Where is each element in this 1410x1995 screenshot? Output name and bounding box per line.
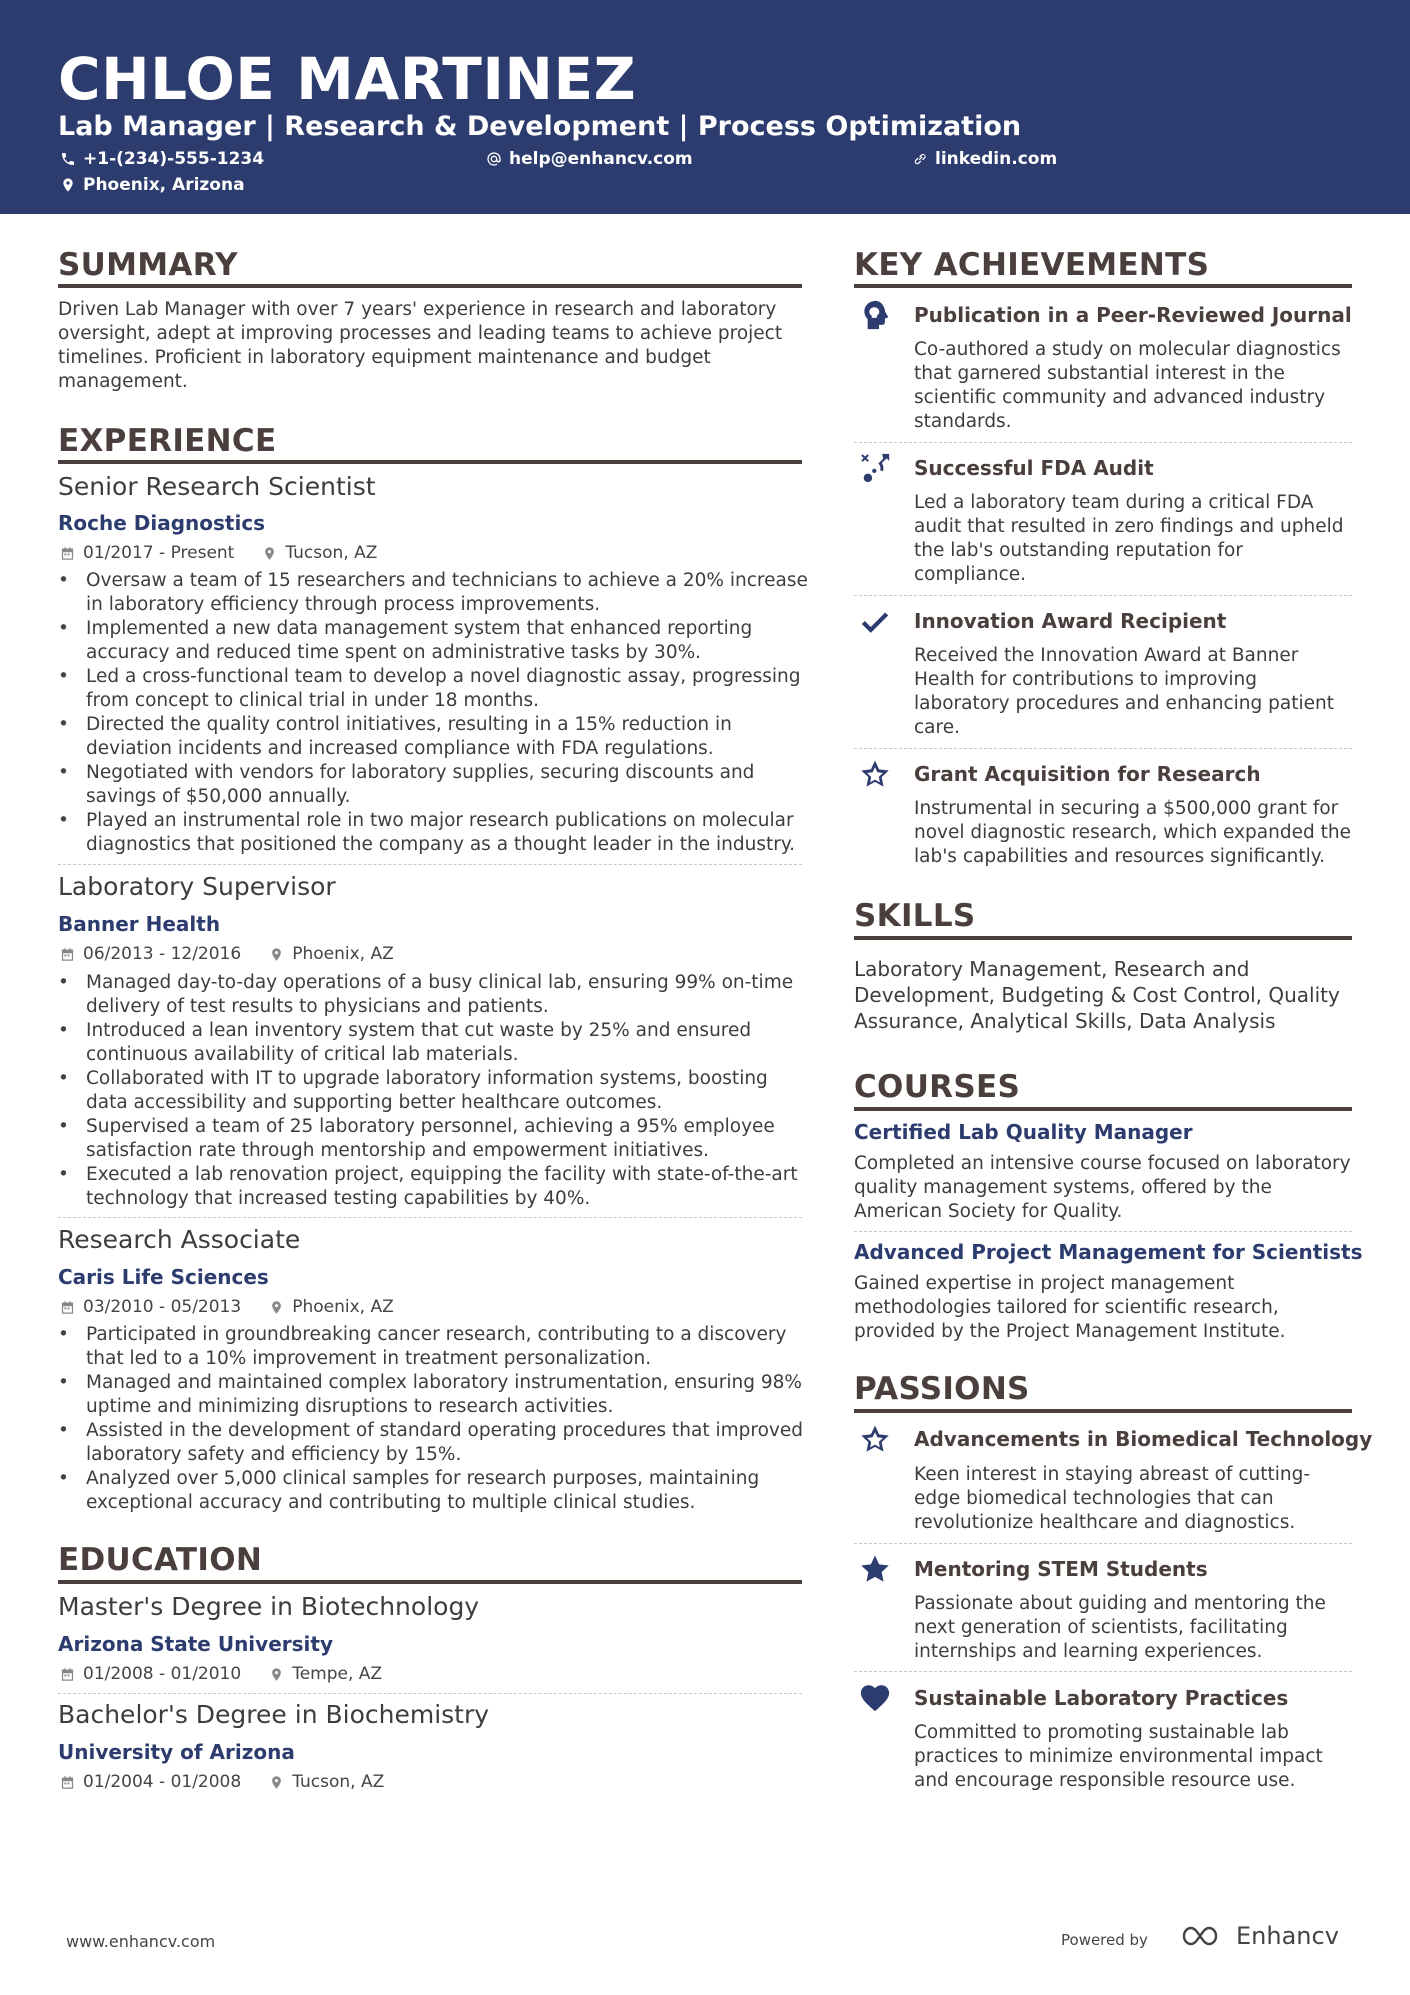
enhancv-logo-icon — [1180, 1923, 1228, 1949]
job-bullet: • Analyzed over 5,000 clinical samples for research purposes, maintaining exceptional accuracy and contributing to multiple clinical studies. — [58, 1467, 818, 1515]
job-title: Senior Research Scientist — [58, 472, 376, 501]
passion-divider — [854, 1671, 1352, 1672]
location-pin-icon — [269, 1775, 284, 1790]
passion-title: Sustainable Laboratory Practices — [914, 1686, 1289, 1710]
email-text[interactable]: help@enhancv.com — [509, 149, 693, 169]
experience-heading: EXPERIENCE — [58, 423, 277, 459]
experience-rule — [58, 460, 802, 464]
job-location: Phoenix, AZ — [292, 944, 394, 964]
job-title: Laboratory Supervisor — [58, 872, 336, 901]
education-dates: 01/2004 - 01/2008 — [83, 1772, 242, 1792]
linkedin-contact[interactable] — [912, 148, 1057, 170]
star-filled-icon — [858, 1552, 892, 1586]
course-text: Completed an intensive course focused on laboratory quality management systems, offered by the American Society for Quality. — [854, 1153, 1351, 1222]
achievement-title: Successful FDA Audit — [914, 456, 1154, 480]
location-pin-icon — [269, 1300, 284, 1315]
degree-title: Bachelor's Degree in Biochemistry — [58, 1700, 490, 1729]
job-bullet: • Collaborated with IT to upgrade laboratory information systems, boosting data accessibility and supporting better healthcare outcomes. — [58, 1067, 818, 1115]
location-contact — [60, 174, 245, 196]
education-divider — [58, 1693, 802, 1694]
school-name: Arizona State University — [58, 1632, 333, 1656]
strategy-icon — [858, 451, 892, 485]
location-pin-icon — [60, 177, 76, 193]
job-meta — [60, 943, 394, 965]
skills-list: Laboratory Management, Research and Development, Budgeting & Cost Control, Quality Assurance, Analytical Skills, Data Analysis — [854, 957, 1340, 1033]
achievement-text: Led a laboratory team during a critical FDA audit that resulted in zero findings and upheld the lab's outstanding reputation for compliance. — [914, 492, 1344, 585]
calendar-icon — [60, 546, 75, 561]
summary-rule — [58, 284, 802, 288]
calendar-icon — [60, 1775, 75, 1790]
achievement-title: Publication in a Peer-Reviewed Journal — [914, 303, 1352, 327]
job-title: Research Associate — [58, 1225, 301, 1254]
achievements-rule — [854, 284, 1352, 288]
job-company: Roche Diagnostics — [58, 511, 266, 535]
phone-text: +1-(234)-555-1234 — [83, 149, 265, 169]
course-title: Certified Lab Quality Manager — [854, 1120, 1193, 1144]
job-bullets — [58, 569, 818, 857]
job-bullet: • Negotiated with vendors for laboratory supplies, securing discounts and savings of $50,000 annually. — [58, 761, 818, 809]
job-company: Caris Life Sciences — [58, 1265, 269, 1289]
heart-icon — [858, 1681, 892, 1715]
star-outline-icon — [858, 1422, 892, 1456]
job-bullets — [58, 1323, 818, 1515]
passion-title: Advancements in Biomedical Technology — [914, 1427, 1373, 1451]
summary-line: oversight, adept at improving processes and leading teams to achieve project — [58, 323, 783, 344]
skills-rule — [854, 936, 1352, 940]
job-bullet: • Managed and maintained complex laboratory instrumentation, ensuring 98% uptime and minimizing disruptions to research activities. — [58, 1371, 818, 1419]
achievement-title: Innovation Award Recipient — [914, 609, 1227, 633]
education-dates: 01/2008 - 01/2010 — [83, 1664, 242, 1684]
education-heading: EDUCATION — [58, 1542, 263, 1578]
education-location: Tucson, AZ — [292, 1772, 385, 1792]
summary-line: management. — [58, 371, 188, 392]
job-meta — [60, 542, 377, 564]
course-title: Advanced Project Management for Scientists — [854, 1240, 1363, 1264]
link-icon — [912, 151, 928, 167]
summary-heading: SUMMARY — [58, 247, 238, 283]
summary-line: timelines. Proficient in laboratory equipment maintenance and budget — [58, 347, 711, 368]
phone-icon — [60, 151, 76, 167]
passion-title: Mentoring STEM Students — [914, 1557, 1208, 1581]
education-meta — [60, 1663, 382, 1685]
courses-heading: COURSES — [854, 1069, 1021, 1105]
job-bullet: • Led a cross-functional team to develop a novel diagnostic assay, progressing from concept to clinical trial in under 18 months. — [58, 665, 818, 713]
education-meta — [60, 1771, 384, 1793]
job-bullet: • Participated in groundbreaking cancer research, contributing to a discovery that led to a 10% improvement in treatment personalization. — [58, 1323, 818, 1371]
job-dates: 01/2017 - Present — [83, 543, 235, 563]
job-bullet: • Supervised a team of 25 laboratory personnel, achieving a 95% employee satisfaction rate through mentorship and empowerment initiatives. — [58, 1115, 818, 1163]
school-name: University of Arizona — [58, 1740, 295, 1764]
candidate-name: CHLOE MARTINEZ — [58, 45, 637, 113]
achievement-divider — [854, 595, 1352, 596]
passion-text: Keen interest in staying abreast of cutting- edge biomedical technologies that can revolutionize healthcare and diagnostics. — [914, 1464, 1311, 1533]
achievement-text: Co-authored a study on molecular diagnostics that garnered substantial interest in the scientific community and advanced industry standards. — [914, 339, 1341, 432]
education-location: Tempe, AZ — [292, 1664, 383, 1684]
summary-line: Driven Lab Manager with over 7 years' experience in research and laboratory — [58, 299, 777, 320]
job-company: Banner Health — [58, 912, 221, 936]
calendar-icon — [60, 1300, 75, 1315]
job-dates: 06/2013 - 12/2016 — [83, 944, 242, 964]
enhancv-logo-text: Enhancv — [1236, 1922, 1339, 1950]
achievement-divider — [854, 748, 1352, 749]
passion-text: Passionate about guiding and mentoring the next generation of scientists, facilitating internships and learning experiences. — [914, 1593, 1326, 1662]
location-pin-icon — [269, 1667, 284, 1682]
email-contact[interactable] — [486, 148, 693, 170]
job-bullet: • Managed day-to-day operations of a busy clinical lab, ensuring 99% on-time delivery of test results to physicians and patients. — [58, 971, 818, 1019]
job-bullet: • Played an instrumental role in two major research publications on molecular diagnostics that positioned the company as a thought leader in the industry. — [58, 809, 818, 857]
achievement-title: Grant Acquisition for Research — [914, 762, 1261, 786]
passions-rule — [854, 1409, 1352, 1413]
education-rule — [58, 1580, 802, 1584]
job-bullet: • Assisted in the development of standard operating procedures that improved laboratory safety and efficiency by 15%. — [58, 1419, 818, 1467]
at-icon — [486, 151, 502, 167]
head-icon — [858, 298, 892, 332]
achievements-heading: KEY ACHIEVEMENTS — [854, 247, 1210, 283]
phone-contact — [60, 148, 264, 170]
location-pin-icon — [262, 546, 277, 561]
linkedin-text[interactable]: linkedin.com — [935, 149, 1058, 169]
star-outline-icon — [858, 757, 892, 791]
skills-heading: SKILLS — [854, 898, 976, 934]
courses-rule — [854, 1107, 1352, 1111]
location-text: Phoenix, Arizona — [83, 175, 245, 195]
achievement-divider — [854, 442, 1352, 443]
calendar-icon — [60, 947, 75, 962]
course-text: Gained expertise in project management methodologies tailored for scientific research, provided by the Project Management Institute. — [854, 1273, 1286, 1342]
job-bullet: • Oversaw a team of 15 researchers and technicians to achieve a 20% increase in laboratory efficiency through process improvements. — [58, 569, 818, 617]
job-divider — [58, 1217, 802, 1218]
achievement-text: Instrumental in securing a $500,000 grant for novel diagnostic research, which expanded the lab's capabilities and resources significantly. — [914, 798, 1351, 867]
job-dates: 03/2010 - 05/2013 — [83, 1297, 242, 1317]
course-divider — [854, 1231, 1352, 1232]
summary-text — [58, 298, 802, 394]
resume-header — [0, 0, 1410, 214]
footer-url[interactable]: www.enhancv.com — [66, 1932, 216, 1951]
job-bullet: • Directed the quality control initiatives, resulting in a 15% reduction in deviation incidents and increased compliance with FDA regulations. — [58, 713, 818, 761]
candidate-headline: Lab Manager | Research & Development | Process Optimization — [58, 111, 1022, 142]
powered-by-label: Powered by — [1061, 1931, 1148, 1949]
location-pin-icon — [269, 947, 284, 962]
enhancv-logo[interactable] — [1180, 1922, 1339, 1950]
job-location: Tucson, AZ — [285, 543, 378, 563]
achievement-text: Received the Innovation Award at Banner Health for contributions to improving laboratory procedures and enhancing patient care. — [914, 645, 1334, 738]
job-bullet: • Introduced a lean inventory system that cut waste by 25% and ensured continuous availability of critical lab materials. — [58, 1019, 818, 1067]
degree-title: Master's Degree in Biotechnology — [58, 1592, 480, 1621]
job-bullets — [58, 971, 818, 1211]
passions-heading: PASSIONS — [854, 1371, 1030, 1407]
job-bullet: • Implemented a new data management system that enhanced reporting accuracy and reduced time spent on administrative tasks by 30%. — [58, 617, 818, 665]
job-divider — [58, 864, 802, 865]
calendar-icon — [60, 1667, 75, 1682]
job-location: Phoenix, AZ — [292, 1297, 394, 1317]
passion-text: Committed to promoting sustainable lab practices to minimize environmental impact and encourage responsible resource use. — [914, 1722, 1323, 1791]
job-meta — [60, 1296, 394, 1318]
checkmark-icon — [858, 604, 892, 638]
job-bullet: • Executed a lab renovation project, equipping the facility with state-of-the-art technology that increased testing capabilities by 40%. — [58, 1163, 818, 1211]
passion-divider — [854, 1543, 1352, 1544]
